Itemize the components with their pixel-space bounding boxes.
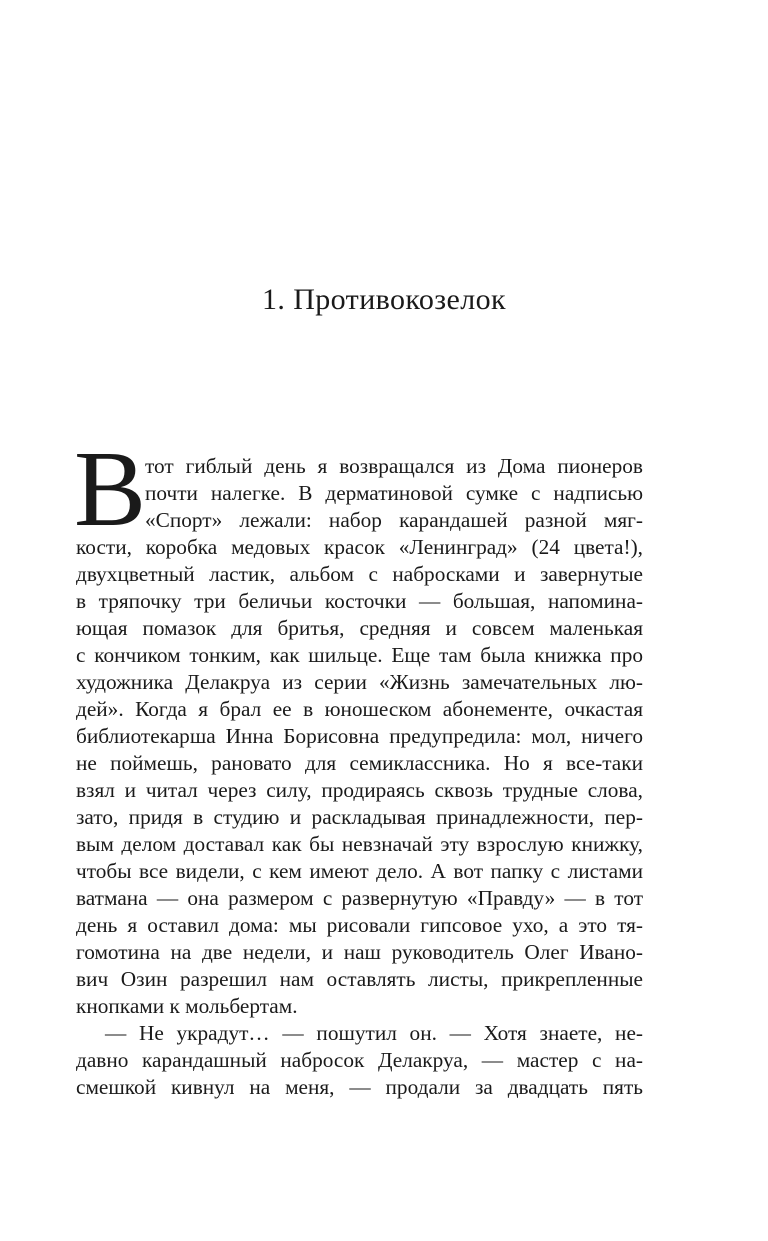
text-line: художника Делакруа из серии «Жизнь замечательных лю-	[76, 670, 643, 694]
text-line: — Не украдут… — пошутил он. — Хотя знаете, не-	[105, 1021, 643, 1045]
text-line: кости, коробка медовых красок «Ленинград» (24 цвета!),	[76, 535, 643, 559]
text-line: гомотина на две недели, и наш руководитель Олег Ивано-	[76, 940, 643, 964]
text-line: «Спорт» лежали: набор карандашей разной мяг-	[145, 508, 643, 532]
text-line: не поймешь, рановато для семиклассника. Но я все-таки	[76, 751, 643, 775]
text-line: взял и читал через силу, продираясь сквозь трудные слова,	[76, 778, 643, 802]
text-line: с кончиком тонким, как шильце. Еще там была книжка про	[76, 643, 643, 667]
text-line: дей». Когда я брал ее в юношеском абонементе, очкастая	[76, 697, 643, 721]
text-line: почти налегке. В дерматиновой сумке с надписью	[145, 481, 643, 505]
text-line: смешкой кивнул на меня, — продали за двадцать пять	[76, 1075, 643, 1099]
drop-cap: В	[74, 430, 147, 549]
text-line: тот гиблый день я возвращался из Дома пионеров	[145, 454, 643, 478]
text-line: вич Озин разрешил нам оставлять листы, прикрепленные	[76, 967, 643, 991]
text-line: двухцветный ластик, альбом с набросками и завернутые	[76, 562, 643, 586]
text-line: библиотекарша Инна Борисовна предупредила: мол, ничего	[76, 724, 643, 748]
text-line: ватмана — она размером с развернутую «Правду» — в тот	[76, 886, 643, 910]
text-line: ющая помазок для бритья, средняя и совсем маленькая	[76, 616, 643, 640]
text-line: чтобы все видели, с кем имеют дело. А вот папку с листами	[76, 859, 643, 883]
chapter-title: 1. Противокозелок	[262, 283, 506, 316]
text-line: в тряпочку три беличьи косточки — большая, напомина-	[76, 589, 643, 613]
text-line: кнопками к мольбертам.	[76, 994, 298, 1018]
text-line: день я оставил дома: мы рисовали гипсовое ухо, а это тя-	[76, 913, 643, 937]
text-line: вым делом доставал как бы невзначай эту взрослую книжку,	[76, 832, 643, 856]
text-line: давно карандашный набросок Делакруа, — мастер с на-	[76, 1048, 643, 1072]
text-line: зато, придя в студию и раскладывая принадлежности, пер-	[76, 805, 643, 829]
